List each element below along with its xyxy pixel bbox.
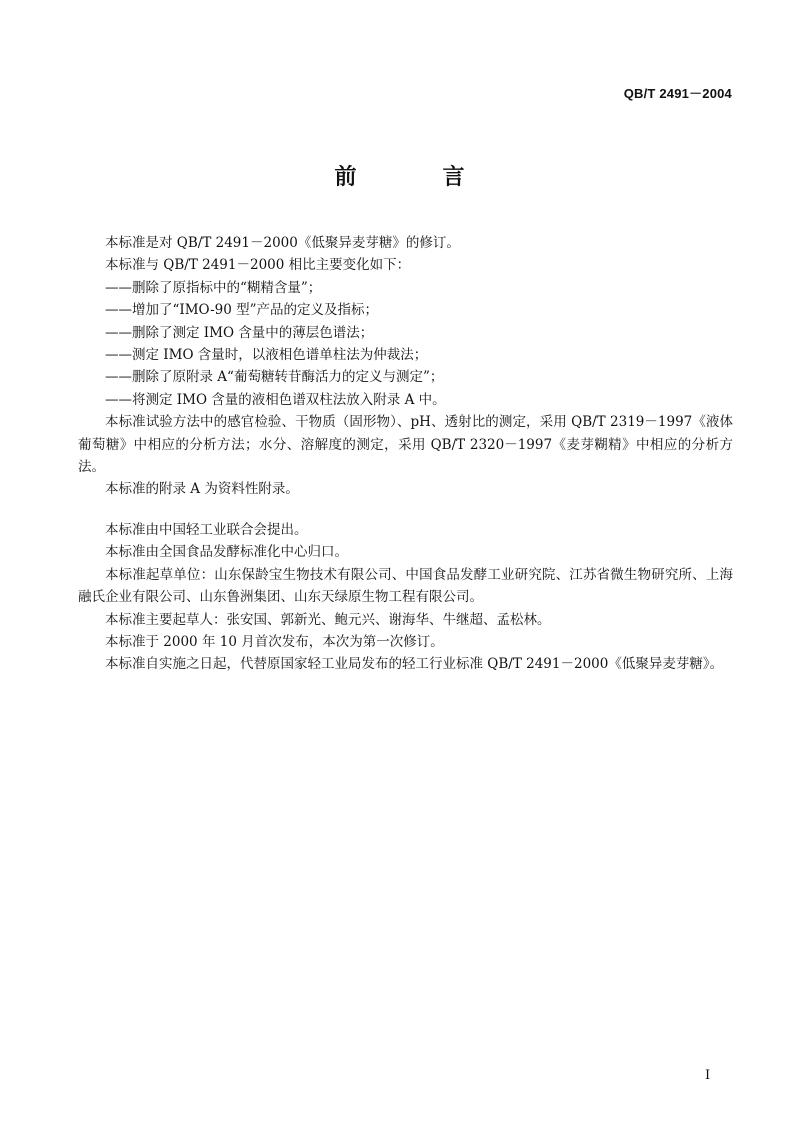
change-item: ——删除了原附录 A“葡萄糖转苷酶活力的定义与测定”； — [105, 369, 444, 386]
paragraph: 本标准由中国轻工业联合会提出。 — [105, 521, 308, 538]
paragraph: 本标准与 QB/T 2491－2000 相比主要变化如下： — [105, 257, 411, 274]
paragraph: 本标准自实施之日起，代替原国家轻工业局发布的轻工行业标准 QB/T 2491－2000《低聚异麦芽糖》。 — [105, 656, 724, 673]
paragraph: 本标准起草单位：山东保龄宝生物技术有限公司、中国食品发酵工业研究院、江苏省微生物研究所、上海融氏企业有限公司、山东鲁洲集团、山东天绿原生物工程有限公司。 — [78, 566, 733, 606]
change-item: ——删除了测定 IMO 含量中的薄层色谱法； — [105, 324, 374, 341]
standard-code: QB/T 2491－2004 — [623, 86, 732, 101]
change-item: ——测定 IMO 含量时，以液相色谱单柱法为仲裁法； — [105, 347, 428, 364]
change-item: ——增加了“IMO-90 型”产品的定义及指标； — [105, 302, 379, 319]
change-item: ——将测定 IMO 含量的液相色谱双柱法放入附录 A 中。 — [105, 391, 446, 408]
paragraph: 本标准试验方法中的感官检验、干物质（固形物）、pH、透射比的测定，采用 QB/T 2319－1997《液体葡萄糖》中相应的分析方法；水分、溶解度的测定，采用 QB/T 2320－1997《麦芽糊精》中相应的分析方法。 — [78, 414, 733, 476]
change-item: ——删除了原指标中的“糊精含量”； — [105, 279, 322, 296]
paragraph: 本标准于 2000 年 10 月首次发布，本次为第一次修订。 — [105, 633, 444, 650]
paragraph: 本标准主要起草人：张安国、郭新光、鲍元兴、谢海华、牛继超、孟松林。 — [105, 611, 551, 628]
paragraph: 本标准的附录 A 为资料性附录。 — [105, 481, 299, 498]
paragraph: 本标准是对 QB/T 2491－2000《低聚异麦芽糖》的修订。 — [105, 235, 460, 251]
page-number: I — [705, 1068, 711, 1083]
page-title: 前 言 — [334, 164, 497, 190]
section-gap — [78, 501, 733, 519]
document-body — [78, 232, 733, 676]
paragraph: 本标准由全国食品发酵标准化中心归口。 — [105, 544, 348, 561]
